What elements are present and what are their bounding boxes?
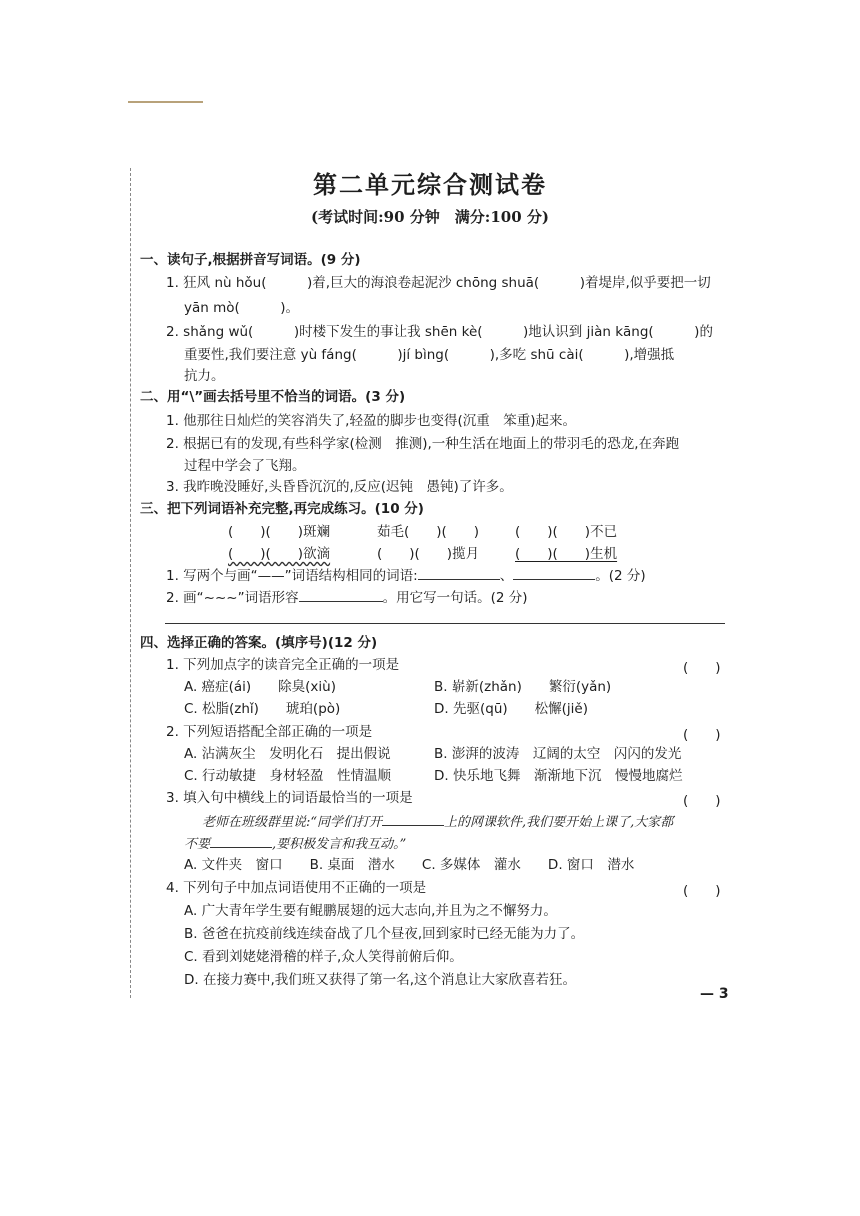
s4-q4-option-b: B. 爸爸在抗疫前线连续奋战了几个昼夜,回到家时已经无能为力了。 <box>184 926 585 942</box>
s4-q3-text: 老师在班级群里说:“同学们打开 <box>202 815 383 830</box>
writing-line[interactable] <box>165 623 725 624</box>
s3-q1-separator: 、 <box>499 568 514 584</box>
s4-q2-option-d: D. 快乐地飞舞 渐渐地下沉 慢慢地腐烂 <box>434 768 683 784</box>
answer-blank[interactable] <box>513 565 595 580</box>
s4-q3-sentence-line-2 <box>184 833 406 854</box>
s4-q4-option-d: D. 在接力赛中,我们班又获得了第一名,这个消息让大家欣喜若狂。 <box>184 972 577 988</box>
section-4-heading: 四、选择正确的答案。(填序号)(12 分) <box>140 635 378 651</box>
s4-q1-option-c: C. 松脂(zhǐ) 琥珀(pò) <box>184 701 341 717</box>
answer-paren[interactable]: ( ) <box>683 727 721 743</box>
idiom-5: ( )( )揽月 <box>377 546 480 562</box>
s4-q2-option-c: C. 行动敏捷 身材轻盈 性情温顺 <box>184 768 392 784</box>
answer-blank[interactable] <box>418 565 500 580</box>
s4-q3-options: A. 文件夹 窗口 B. 桌面 潜水 C. 多媒体 灌水 D. 窗口 潜水 <box>184 857 635 873</box>
page-number: — 3 <box>700 986 729 1002</box>
top-decorative-rule <box>128 101 203 103</box>
s3-question-2 <box>166 587 528 607</box>
page-title: 第二单元综合测试卷 <box>313 170 547 199</box>
s4-q4-option-c: C. 看到刘姥姥滑稽的样子,众人笑得前俯后仰。 <box>184 949 463 965</box>
s4-q3-sentence-line-1 <box>202 811 673 832</box>
section-3-heading: 三、把下列词语补充完整,再完成练习。(10 分) <box>140 501 424 517</box>
section-1-heading: 一、读句子,根据拼音写词语。(9 分) <box>140 252 361 268</box>
answer-blank[interactable] <box>210 833 272 848</box>
s2-question-2-line-2: 过程中学会了飞翔。 <box>184 458 306 474</box>
binding-dashed-line <box>130 168 131 998</box>
s3-q1-points: 。(2 分) <box>595 568 646 584</box>
s4-question-1: 1. 下列加点字的读音完全正确的一项是 <box>166 657 400 673</box>
s3-q2-points: 。用它写一句话。(2 分) <box>382 590 528 606</box>
answer-paren[interactable]: ( ) <box>683 660 721 676</box>
s4-q2-option-a: A. 沾满灰尘 发明化石 提出假说 <box>184 746 391 762</box>
s4-q3-text: 不要 <box>184 837 211 852</box>
answer-paren[interactable]: ( ) <box>683 793 721 809</box>
answer-blank[interactable] <box>382 811 444 826</box>
idiom-2: 茹毛( )( ) <box>377 524 480 540</box>
s2-question-1: 1. 他那往日灿烂的笑容消失了,轻盈的脚步也变得(沉重 笨重)起来。 <box>166 413 576 429</box>
s3-q2-text: 2. 画“~~~”词语形容 <box>166 590 299 606</box>
s4-q1-option-b: B. 崭新(zhǎn) 繁衍(yǎn) <box>434 679 612 695</box>
section-2-heading: 二、用“\”画去括号里不恰当的词语。(3 分) <box>140 389 406 405</box>
s4-q3-text: 上的网课软件,我们要开始上课了,大家都 <box>444 815 674 830</box>
page-subtitle: (考试时间:90 分钟 满分:100 分) <box>311 208 549 226</box>
idiom-4-wavy: ( )( )欲滴 <box>228 546 331 562</box>
s1-question-2-line-2: 重要性,我们要注意 yù fáng( )jí bìng( ),多吃 shū cài( ),增强抵 <box>184 347 675 363</box>
s1-question-1-line-1: 1. 狂风 nù hǒu( )着,巨大的海浪卷起泥沙 chōng shuā( )着堤岸,似乎要把一切 <box>166 275 711 291</box>
s4-question-2: 2. 下列短语搭配全部正确的一项是 <box>166 724 373 740</box>
s4-question-3: 3. 填入句中横线上的词语最恰当的一项是 <box>166 790 413 806</box>
s2-question-2-line-1: 2. 根据已有的发现,有些科学家(检测 推测),一种生活在地面上的带羽毛的恐龙,在奔跑 <box>166 436 680 452</box>
s4-q1-option-a: A. 癌症(ái) 除臭(xiù) <box>184 679 336 695</box>
s3-q1-text: 1. 写两个与画“——”词语结构相同的词语: <box>166 568 418 584</box>
s4-q4-option-a: A. 广大青年学生要有鲲鹏展翅的远大志向,并且为之不懈努力。 <box>184 903 557 919</box>
s1-question-2-line-1: 2. shǎng wǔ( )时楼下发生的事让我 shēn kè( )地认识到 jiàn kāng( )的 <box>166 324 713 340</box>
answer-blank[interactable] <box>299 587 383 602</box>
s4-q2-option-b: B. 澎湃的波涛 辽阔的太空 闪闪的发光 <box>434 746 682 762</box>
idiom-1: ( )( )斑斓 <box>228 524 331 540</box>
s1-question-2-line-3: 抗力。 <box>184 368 225 384</box>
s3-question-1 <box>166 565 646 585</box>
idiom-3: ( )( )不已 <box>515 524 618 540</box>
s4-q3-text: ,要积极发言和我互动。” <box>272 837 407 852</box>
s1-question-1-line-2: yān mò( )。 <box>184 300 300 316</box>
answer-paren[interactable]: ( ) <box>683 883 721 899</box>
s2-question-3: 3. 我昨晚没睡好,头昏昏沉沉的,反应(迟钝 愚钝)了许多。 <box>166 479 513 495</box>
s4-q1-option-d: D. 先驱(qū) 松懈(jiě) <box>434 701 588 717</box>
s4-question-4: 4. 下列句子中加点词语使用不正确的一项是 <box>166 880 427 896</box>
idiom-6-underlined: ( )( )生机 <box>515 546 618 562</box>
